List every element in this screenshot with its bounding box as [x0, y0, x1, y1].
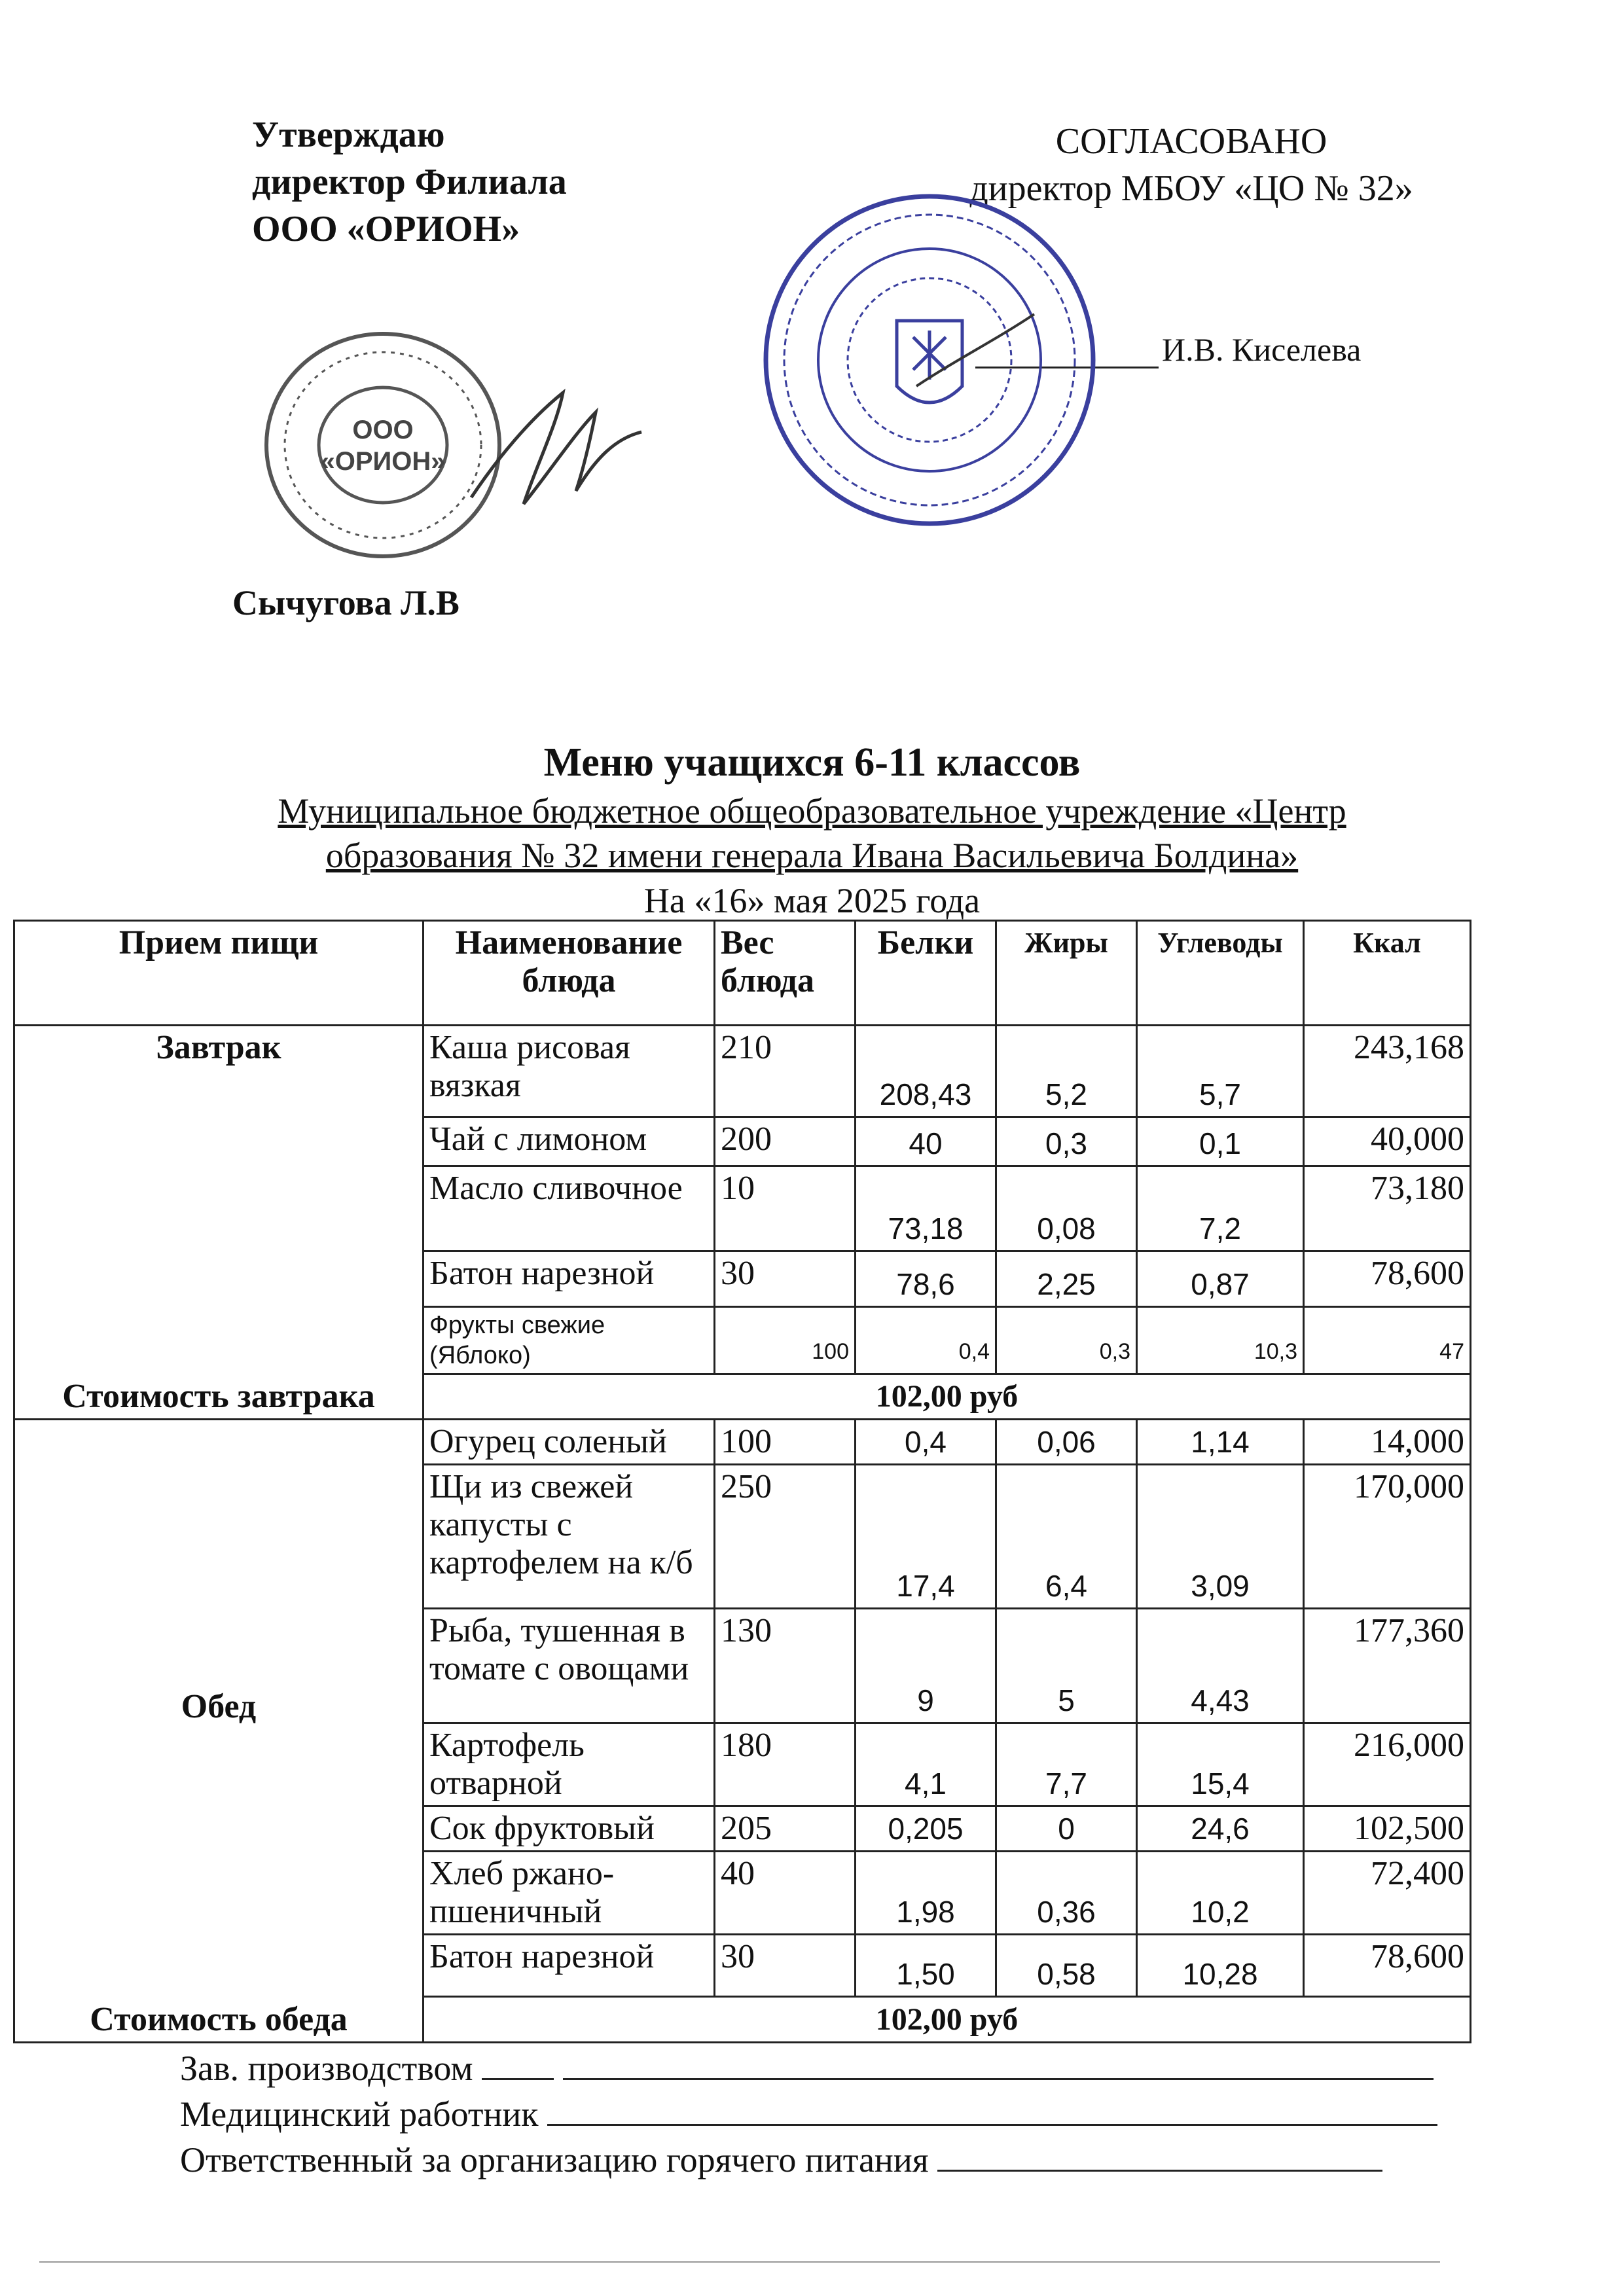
- header-meal: Прием пищи: [14, 921, 424, 1026]
- dish-protein: 78,6: [856, 1251, 996, 1307]
- dish-weight: 100: [715, 1307, 856, 1374]
- dish-weight: 10: [715, 1166, 856, 1251]
- stamp-orion-line2: «ОРИОН»: [320, 447, 446, 476]
- dish-protein: 1,98: [856, 1852, 996, 1935]
- organization-line-1: Муниципальное бюджетное общеобразовательное учреждение «Центр: [278, 791, 1346, 831]
- dish-fat: 2,25: [996, 1251, 1137, 1307]
- dish-kcal: 102,500: [1304, 1806, 1471, 1852]
- stamp-school: [759, 190, 1100, 530]
- title-block: [0, 736, 1624, 924]
- dish-name: Батон нарезной: [424, 1935, 715, 1997]
- dish-name: Фрукты свежие (Яблоко): [424, 1307, 715, 1374]
- footer-medical-line: [547, 2124, 1437, 2126]
- header-fat: Жиры: [996, 921, 1137, 1026]
- dish-protein: 1,50: [856, 1935, 996, 1997]
- dish-protein: 9: [856, 1609, 996, 1723]
- dish-protein: 17,4: [856, 1465, 996, 1609]
- table-row: [14, 1420, 1471, 1465]
- lunch-cost-label: Стоимость обеда: [14, 1997, 424, 2043]
- dish-carbs: 0,87: [1137, 1251, 1304, 1307]
- footer-line-responsible: [180, 2137, 1437, 2183]
- dish-weight: 130: [715, 1609, 856, 1723]
- table-header-row: [14, 921, 1471, 1026]
- lunch-cost-row: [14, 1997, 1471, 2043]
- dish-name: Чай с лимоном: [424, 1117, 715, 1166]
- approval-right-line2: директор МБОУ «ЦО № 32»: [969, 168, 1413, 209]
- signer-right-name: И.В. Киселева: [1162, 331, 1362, 368]
- dish-protein: 4,1: [856, 1723, 996, 1806]
- footer-production-line-short: [482, 2078, 554, 2080]
- signer-left-name: Сычугова Л.В: [232, 583, 460, 622]
- header-weight: Вес блюда: [715, 921, 856, 1026]
- dish-protein: 0,4: [856, 1420, 996, 1465]
- dish-carbs: 10,28: [1137, 1935, 1304, 1997]
- dish-weight: 250: [715, 1465, 856, 1609]
- footer-production-line: [563, 2078, 1434, 2080]
- dish-carbs: 10,2: [1137, 1852, 1304, 1935]
- dish-name: Огурец соленый: [424, 1420, 715, 1465]
- footer-production-label: Зав. производством: [180, 2049, 473, 2088]
- meal-breakfast-label: Завтрак: [14, 1026, 424, 1374]
- dish-fat: 6,4: [996, 1465, 1137, 1609]
- dish-name: Щи из свежей капусты с картофелем на к/б: [424, 1465, 715, 1609]
- menu-table: [13, 920, 1471, 2043]
- dish-kcal: 72,400: [1304, 1852, 1471, 1935]
- dish-weight: 30: [715, 1935, 856, 1997]
- footer-responsible-line: [937, 2170, 1382, 2172]
- dish-fat: 0,58: [996, 1935, 1137, 1997]
- header-protein: Белки: [856, 921, 996, 1026]
- header-kcal: Ккал: [1304, 921, 1471, 1026]
- dish-weight: 180: [715, 1723, 856, 1806]
- dish-carbs: 1,14: [1137, 1420, 1304, 1465]
- dish-carbs: 15,4: [1137, 1723, 1304, 1806]
- dish-fat: 5: [996, 1609, 1137, 1723]
- approval-left-line2: директор Филиала: [252, 162, 567, 202]
- dish-fat: 0,3: [996, 1117, 1137, 1166]
- dish-fat: 7,7: [996, 1723, 1137, 1806]
- signature-left: [458, 380, 655, 524]
- dish-kcal: 47: [1304, 1307, 1471, 1374]
- dish-name: Хлеб ржано-пшеничный: [424, 1852, 715, 1935]
- dish-weight: 210: [715, 1026, 856, 1117]
- breakfast-cost-row: [14, 1374, 1471, 1420]
- footer-medical-label: Медицинский работник: [180, 2094, 539, 2134]
- dish-weight: 40: [715, 1852, 856, 1935]
- organization-line-2: образования № 32 имени генерала Ивана Васильевича Болдина»: [325, 836, 1299, 875]
- dish-protein: 40: [856, 1117, 996, 1166]
- dish-kcal: 177,360: [1304, 1609, 1471, 1723]
- footer-line-medical: [180, 2091, 1437, 2137]
- dish-carbs: 10,3: [1137, 1307, 1304, 1374]
- header-carbs: Углеводы: [1137, 921, 1304, 1026]
- dish-protein: 208,43: [856, 1026, 996, 1117]
- approval-left-line1: Утверждаю: [252, 115, 445, 155]
- approval-block-left: [252, 111, 567, 253]
- footer-signatures: [180, 2045, 1437, 2183]
- breakfast-cost-value: 102,00 руб: [424, 1374, 1471, 1420]
- dish-carbs: 24,6: [1137, 1806, 1304, 1852]
- footer-line-production: [180, 2045, 1437, 2091]
- document-title: Меню учащихся 6-11 классов: [543, 740, 1081, 785]
- approval-left-line3: ООО «ОРИОН»: [252, 209, 520, 249]
- dish-carbs: 3,09: [1137, 1465, 1304, 1609]
- dish-name: Каша рисовая вязкая: [424, 1026, 715, 1117]
- dish-name: Картофель отварной: [424, 1723, 715, 1806]
- dish-kcal: 243,168: [1304, 1026, 1471, 1117]
- dish-kcal: 14,000: [1304, 1420, 1471, 1465]
- bottom-rule: [39, 2261, 1440, 2263]
- meal-lunch-label: Обед: [14, 1420, 424, 1997]
- dish-kcal: 40,000: [1304, 1117, 1471, 1166]
- dish-name: Масло сливочное: [424, 1166, 715, 1251]
- dish-name: Батон нарезной: [424, 1251, 715, 1307]
- dish-weight: 30: [715, 1251, 856, 1307]
- dish-weight: 200: [715, 1117, 856, 1166]
- dish-carbs: 5,7: [1137, 1026, 1304, 1117]
- header-dish: Наименование блюда: [424, 921, 715, 1026]
- dish-fat: 0,36: [996, 1852, 1137, 1935]
- dish-carbs: 7,2: [1137, 1166, 1304, 1251]
- footer-responsible-label: Ответственный за организацию горячего питания: [180, 2140, 929, 2179]
- dish-protein: 0,205: [856, 1806, 996, 1852]
- dish-weight: 205: [715, 1806, 856, 1852]
- document-date: На «16» мая 2025 года: [643, 881, 981, 920]
- dish-fat: 0,08: [996, 1166, 1137, 1251]
- dish-carbs: 0,1: [1137, 1117, 1304, 1166]
- table-row: [14, 1026, 1471, 1117]
- dish-kcal: 78,600: [1304, 1251, 1471, 1307]
- breakfast-cost-label: Стоимость завтрака: [14, 1374, 424, 1420]
- dish-protein: 0,4: [856, 1307, 996, 1374]
- stamp-orion-line1: ООО: [352, 416, 414, 444]
- dish-weight: 100: [715, 1420, 856, 1465]
- dish-protein: 73,18: [856, 1166, 996, 1251]
- dish-kcal: 170,000: [1304, 1465, 1471, 1609]
- dish-fat: 0,06: [996, 1420, 1137, 1465]
- lunch-cost-value: 102,00 руб: [424, 1997, 1471, 2043]
- dish-name: Рыба, тушенная в томате с овощами: [424, 1609, 715, 1723]
- dish-fat: 0,3: [996, 1307, 1137, 1374]
- dish-carbs: 4,43: [1137, 1609, 1304, 1723]
- dish-kcal: 216,000: [1304, 1723, 1471, 1806]
- dish-fat: 0: [996, 1806, 1137, 1852]
- dish-kcal: 73,180: [1304, 1166, 1471, 1251]
- dish-fat: 5,2: [996, 1026, 1137, 1117]
- dish-kcal: 78,600: [1304, 1935, 1471, 1997]
- approval-right-line1: СОГЛАСОВАНО: [1055, 121, 1327, 162]
- dish-name: Сок фруктовый: [424, 1806, 715, 1852]
